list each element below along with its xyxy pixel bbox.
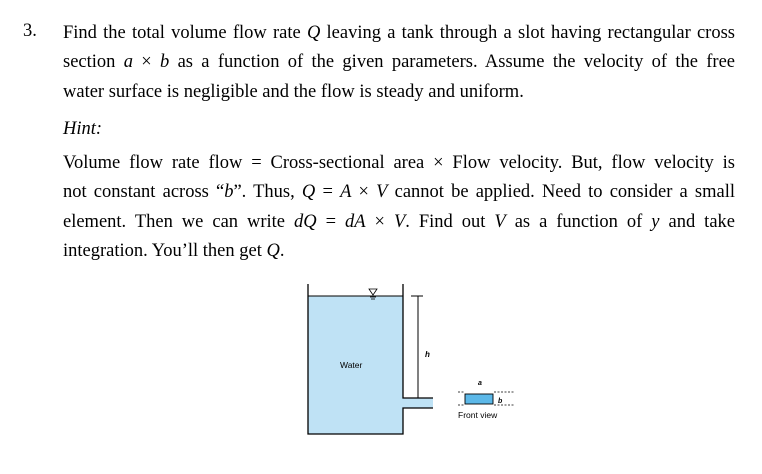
math-variable: dQ [294, 211, 317, 232]
math-variable: V [376, 182, 388, 203]
text-line: section a × b as a function of the given parameters. Assume the velocity of the free [63, 52, 735, 73]
math-variable: b [160, 52, 170, 73]
math-variable: A [340, 182, 352, 203]
text-line: water surface is negligible and the flow is steady and uniform. [63, 81, 524, 102]
hint-label: Hint: [63, 119, 103, 139]
text-line: not constant across “b”. Thus, Q = A × V cannot be applied. Need to consider a small [63, 182, 735, 203]
slot-front-view [465, 394, 493, 404]
problem-number: 3. [23, 21, 37, 41]
math-variable: V [393, 211, 406, 232]
text-line: Volume flow rate flow = Cross-sectional area × Flow velocity. But, flow velocity is [63, 153, 735, 173]
a-label: a [478, 380, 482, 387]
water-label: Water [340, 360, 363, 370]
math-variable: y [651, 211, 660, 232]
b-label: b [498, 398, 503, 405]
text-line: element. Then we can write dQ = dA × V. Find out V as a function of y and take [63, 211, 735, 232]
math-variable: Q [306, 23, 321, 43]
text-line: Find the total volume flow rate Q leaving a tank through a slot having rectangular cross [63, 23, 735, 43]
math-variable: Q [301, 182, 316, 203]
math-variable: dA [345, 211, 366, 232]
text-line: integration. You’ll then get Q. [63, 240, 285, 261]
water-region [308, 296, 433, 434]
math-variable: V [494, 211, 506, 232]
math-variable: b [224, 182, 234, 203]
math-variable: a [123, 52, 133, 73]
front-view-label: Front view [458, 410, 498, 420]
math-variable: Q [266, 240, 280, 261]
h-label: h [425, 350, 430, 359]
